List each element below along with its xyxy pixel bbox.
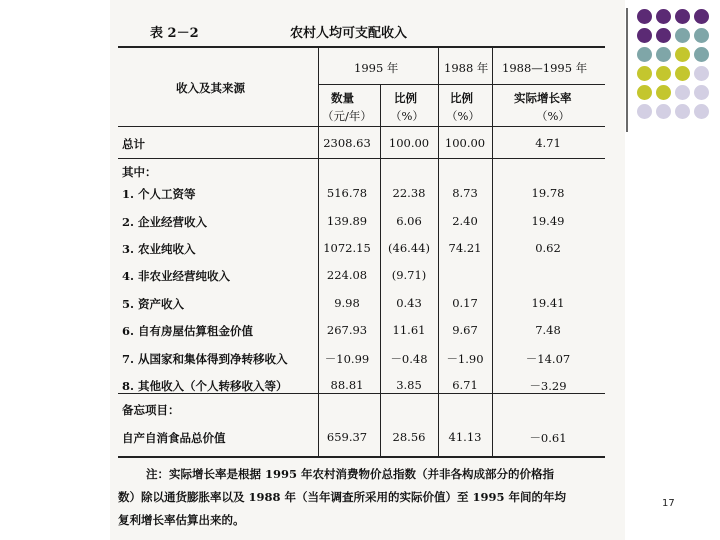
cell-growth: －3.29 [529,379,567,393]
decorative-dot [656,9,671,24]
table-title: 农村人均可支配收入 [290,26,408,41]
header-1995: 1995 年 [354,61,399,75]
decorative-dot [637,47,652,62]
decorative-dot [694,28,709,43]
cell-amount: 2308.63 [323,136,371,150]
cell-share88: 100.00 [444,136,486,150]
row-label: 7. 从国家和集体得到净转移收入 [122,352,288,366]
cell-growth: 19.78 [531,186,565,200]
row-label: 自产自消食品总价值 [122,431,226,445]
income-table [118,46,605,460]
cell-share88: 8.73 [452,186,478,200]
decorative-dot [675,85,690,100]
cell-share88: －1.90 [446,352,484,366]
decorative-dot [694,47,709,62]
cell-share95: 6.06 [396,214,422,228]
rule-header-bottom [118,126,605,127]
decorative-dot [637,66,652,81]
header-range: 1988—1995 年 [502,61,588,75]
row-label: 1. 个人工资等 [122,187,196,201]
decorative-dot [637,85,652,100]
decorative-dot [694,104,709,119]
decorative-dot [656,104,671,119]
cell-amount: 88.81 [330,378,364,392]
note-line-3: 复利增长率估算出来的。 [118,513,245,527]
row-label: 8. 其他收入（个人转移收入等） [122,379,288,393]
row-label: 2. 企业经营收入 [122,215,208,229]
note-line-1: 注：实际增长率是根据 1995 年农村消费物价总指数（并非各构成部分的价格指 [146,467,555,481]
cell-growth: 19.49 [531,214,565,228]
cell-amount: 139.89 [326,214,368,228]
cell-share95: 3.85 [396,378,422,392]
cell-share88: 2.40 [452,214,478,228]
decorative-dot [656,85,671,100]
table-id: 表 2－2 [150,26,199,41]
header-amount: 数量 [331,91,354,105]
cell-growth: 7.48 [535,323,561,337]
rule-total [118,158,605,159]
header-amount-unit: （元/年） [322,109,372,123]
decorative-dot [675,104,690,119]
row-label: 总计 [122,137,145,151]
decorative-dot [656,66,671,81]
row-label: 其中： [122,165,157,179]
cell-amount: 267.93 [326,323,368,337]
cell-share88: 6.71 [452,378,478,392]
row-label: 6. 自有房屋估算租金价值 [122,324,254,338]
cell-growth: 19.41 [531,296,565,310]
row-label: 5. 资产收入 [122,297,185,311]
decorative-dot [675,9,690,24]
rule-header-mid [318,84,605,85]
cell-amount: 516.78 [326,186,368,200]
decorative-dot [656,28,671,43]
decorative-dot [694,66,709,81]
header-share95: 比例 [394,91,417,105]
cell-amount: 659.37 [326,430,368,444]
cell-share95: 22.38 [392,186,426,200]
header-share88: 比例 [450,91,473,105]
cell-growth: 4.71 [535,136,561,150]
decorative-dot [675,28,690,43]
row-label: 备忘项目： [122,403,180,417]
header-growth-unit: （%） [536,109,570,123]
cell-amount: 1072.15 [323,241,371,255]
header-1988: 1988 年 [444,61,489,75]
cell-share95: (9.71) [391,268,427,282]
decorative-dot [656,47,671,62]
row-label: 4. 非农业经营纯收入 [122,269,231,283]
header-growth: 实际增长率 [514,91,572,105]
page-number: 17 [662,498,675,509]
decorative-dot [694,9,709,24]
header-row-label: 收入及其来源 [176,81,245,95]
decorative-dot [694,85,709,100]
cell-share88: 9.67 [452,323,478,337]
slide-divider [626,8,628,132]
cell-share88: 41.13 [448,430,482,444]
cell-share95: 28.56 [392,430,426,444]
cell-growth: －0.61 [529,431,567,445]
row-label: 3. 农业纯收入 [122,242,196,256]
cell-amount: －10.99 [324,352,370,366]
decorative-dot [637,9,652,24]
cell-share95: (46.44) [388,241,430,255]
decorative-dot [637,28,652,43]
cell-share95: 11.61 [392,323,426,337]
cell-share95: 0.43 [396,296,422,310]
cell-share88: 74.21 [448,241,482,255]
note-line-2: 数）除以通货膨胀率以及 1988 年（当年调查所采用的实际价值）至 1995 年间的年均 [118,490,567,504]
cell-growth: 0.62 [535,241,561,255]
cell-share88: 0.17 [452,296,478,310]
rule-top [118,46,605,48]
decorative-dot [637,104,652,119]
cell-amount: 9.98 [334,296,360,310]
cell-amount: 224.08 [326,268,368,282]
header-share95-unit: （%） [390,109,424,123]
header-share88-unit: （%） [446,109,480,123]
decorative-dot [675,66,690,81]
cell-growth: －14.07 [525,352,571,366]
rule-bottom [118,456,605,458]
cell-share95: 100.00 [388,136,430,150]
cell-share95: －0.48 [390,352,428,366]
decorative-dot [675,47,690,62]
